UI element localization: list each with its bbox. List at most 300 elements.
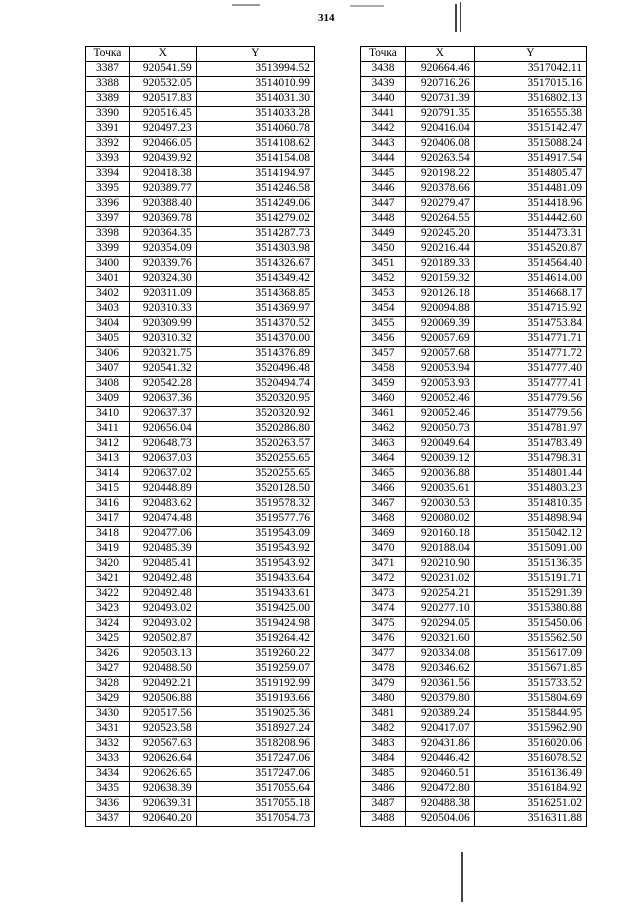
cell-y: 3520255.65: [196, 467, 314, 482]
cell-point: 3447: [361, 197, 406, 212]
cell-y: 3514771.72: [474, 347, 586, 362]
cell-point: 3478: [361, 662, 406, 677]
cell-x: 920506.88: [129, 692, 196, 707]
cell-x: 920492.48: [129, 572, 196, 587]
cell-x: 920354.09: [129, 242, 196, 257]
cell-point: 3431: [86, 722, 130, 737]
cell-x: 920503.13: [129, 647, 196, 662]
cell-point: 3423: [86, 602, 130, 617]
cell-point: 3390: [86, 107, 130, 122]
table-row: [86, 317, 315, 332]
table-header-row: [86, 47, 315, 62]
cell-x: 920638.39: [129, 782, 196, 797]
cell-x: 920731.39: [405, 92, 474, 107]
cell-point: 3414: [86, 467, 130, 482]
cell-x: 920639.31: [129, 797, 196, 812]
cell-point: 3486: [361, 782, 406, 797]
cell-point: 3466: [361, 482, 406, 497]
cell-y: 3514917.54: [474, 152, 586, 167]
cell-point: 3451: [361, 257, 406, 272]
cell-point: 3458: [361, 362, 406, 377]
table-row: [361, 587, 587, 602]
scan-mark: [461, 852, 463, 902]
scan-mark: [350, 5, 384, 7]
cell-y: 3514349.42: [196, 272, 314, 287]
cell-x: 920532.05: [129, 77, 196, 92]
cell-point: 3487: [361, 797, 406, 812]
cell-point: 3467: [361, 497, 406, 512]
cell-y: 3514783.49: [474, 437, 586, 452]
table-row: [361, 632, 587, 647]
table-row: [86, 272, 315, 287]
cell-point: 3388: [86, 77, 130, 92]
table-row: [361, 332, 587, 347]
table-row: [361, 122, 587, 137]
cell-x: 920542.28: [129, 377, 196, 392]
cell-point: 3469: [361, 527, 406, 542]
cell-point: 3409: [86, 392, 130, 407]
cell-x: 920477.06: [129, 527, 196, 542]
cell-point: 3455: [361, 317, 406, 332]
header-x: X: [129, 47, 196, 62]
table-row: [86, 197, 315, 212]
cell-point: 3479: [361, 677, 406, 692]
coordinates-table-right: [360, 46, 587, 827]
cell-x: 920637.02: [129, 467, 196, 482]
cell-point: 3452: [361, 272, 406, 287]
cell-y: 3519543.09: [196, 527, 314, 542]
cell-point: 3408: [86, 377, 130, 392]
table-row: [86, 632, 315, 647]
cell-point: 3437: [86, 812, 130, 827]
cell-y: 3515844.95: [474, 707, 586, 722]
cell-point: 3483: [361, 737, 406, 752]
cell-point: 3468: [361, 512, 406, 527]
cell-x: 920277.10: [405, 602, 474, 617]
table-row: [86, 797, 315, 812]
table-row: [361, 647, 587, 662]
table-row: [361, 137, 587, 152]
table-row: [361, 602, 587, 617]
table-row: [361, 287, 587, 302]
cell-x: 920626.65: [129, 767, 196, 782]
table-row: [86, 107, 315, 122]
cell-x: 920497.23: [129, 122, 196, 137]
table-row: [361, 782, 587, 797]
table-row: [86, 497, 315, 512]
table-row: [86, 737, 315, 752]
cell-x: 920036.88: [405, 467, 474, 482]
cell-y: 3516184.92: [474, 782, 586, 797]
cell-point: 3399: [86, 242, 130, 257]
table-row: [86, 287, 315, 302]
cell-point: 3395: [86, 182, 130, 197]
cell-x: 920334.08: [405, 647, 474, 662]
cell-point: 3460: [361, 392, 406, 407]
cell-x: 920210.90: [405, 557, 474, 572]
cell-x: 920069.39: [405, 317, 474, 332]
cell-y: 3520494.74: [196, 377, 314, 392]
table-row: [86, 647, 315, 662]
table-row: [361, 227, 587, 242]
cell-point: 3464: [361, 452, 406, 467]
table-row: [361, 557, 587, 572]
cell-point: 3415: [86, 482, 130, 497]
table-row: [86, 812, 315, 827]
table-row: [361, 617, 587, 632]
cell-y: 3514777.41: [474, 377, 586, 392]
cell-x: 920516.45: [129, 107, 196, 122]
table-row: [361, 422, 587, 437]
header-point: Точка: [86, 47, 130, 62]
cell-point: 3401: [86, 272, 130, 287]
cell-point: 3484: [361, 752, 406, 767]
cell-y: 3516555.38: [474, 107, 586, 122]
cell-y: 3514246.58: [196, 182, 314, 197]
cell-x: 920057.68: [405, 347, 474, 362]
cell-y: 3514418.96: [474, 197, 586, 212]
cell-point: 3435: [86, 782, 130, 797]
table-row: [361, 662, 587, 677]
cell-y: 3515671.85: [474, 662, 586, 677]
cell-y: 3517054.73: [196, 812, 314, 827]
cell-x: 920052.46: [405, 392, 474, 407]
cell-y: 3519259.07: [196, 662, 314, 677]
cell-y: 3519264.42: [196, 632, 314, 647]
cell-x: 920160.18: [405, 527, 474, 542]
cell-x: 920418.38: [129, 167, 196, 182]
cell-y: 3515733.52: [474, 677, 586, 692]
cell-x: 920310.33: [129, 302, 196, 317]
cell-point: 3442: [361, 122, 406, 137]
cell-point: 3410: [86, 407, 130, 422]
table-row: [86, 227, 315, 242]
cell-x: 920030.53: [405, 497, 474, 512]
table-row: [361, 467, 587, 482]
cell-y: 3514520.87: [474, 242, 586, 257]
cell-y: 3520263.57: [196, 437, 314, 452]
cell-y: 3515136.35: [474, 557, 586, 572]
cell-y: 3519433.64: [196, 572, 314, 587]
cell-x: 920053.93: [405, 377, 474, 392]
cell-point: 3450: [361, 242, 406, 257]
table-row: [361, 497, 587, 512]
cell-y: 3514154.08: [196, 152, 314, 167]
cell-y: 3519577.76: [196, 512, 314, 527]
cell-x: 920279.47: [405, 197, 474, 212]
cell-y: 3516078.52: [474, 752, 586, 767]
cell-y: 3514801.44: [474, 467, 586, 482]
cell-point: 3454: [361, 302, 406, 317]
cell-x: 920488.38: [405, 797, 474, 812]
cell-point: 3420: [86, 557, 130, 572]
cell-x: 920541.32: [129, 362, 196, 377]
table-row: [361, 152, 587, 167]
cell-x: 920446.42: [405, 752, 474, 767]
table-row: [86, 452, 315, 467]
cell-y: 3514194.97: [196, 167, 314, 182]
cell-y: 3520496.48: [196, 362, 314, 377]
cell-x: 920339.76: [129, 257, 196, 272]
cell-x: 920472.80: [405, 782, 474, 797]
cell-x: 920053.94: [405, 362, 474, 377]
cell-y: 3516311.88: [474, 812, 586, 827]
cell-x: 920052.46: [405, 407, 474, 422]
cell-y: 3519425.00: [196, 602, 314, 617]
cell-point: 3472: [361, 572, 406, 587]
cell-point: 3413: [86, 452, 130, 467]
table-row: [86, 527, 315, 542]
cell-point: 3475: [361, 617, 406, 632]
cell-point: 3480: [361, 692, 406, 707]
cell-y: 3514060.78: [196, 122, 314, 137]
table-row: [361, 752, 587, 767]
table-row: [361, 362, 587, 377]
cell-point: 3465: [361, 467, 406, 482]
cell-x: 920361.56: [405, 677, 474, 692]
table-row: [86, 122, 315, 137]
table-row: [361, 437, 587, 452]
cell-y: 3519424.98: [196, 617, 314, 632]
cell-point: 3417: [86, 512, 130, 527]
cell-x: 920035.61: [405, 482, 474, 497]
header-y: Y: [196, 47, 314, 62]
table-row: [361, 512, 587, 527]
table-row: [86, 152, 315, 167]
table-row: [86, 617, 315, 632]
cell-y: 3517247.06: [196, 752, 314, 767]
cell-x: 920493.02: [129, 617, 196, 632]
table-row: [86, 167, 315, 182]
cell-y: 3514326.67: [196, 257, 314, 272]
cell-point: 3457: [361, 347, 406, 362]
cell-y: 3514370.52: [196, 317, 314, 332]
cell-x: 920541.59: [129, 62, 196, 77]
table-row: [86, 467, 315, 482]
table-row: [86, 437, 315, 452]
table-row: [86, 62, 315, 77]
cell-x: 920379.80: [405, 692, 474, 707]
table-row: [86, 707, 315, 722]
cell-y: 3514715.92: [474, 302, 586, 317]
table-row: [86, 752, 315, 767]
table-row: [361, 482, 587, 497]
cell-point: 3456: [361, 332, 406, 347]
cell-x: 920637.03: [129, 452, 196, 467]
cell-y: 3517247.06: [196, 767, 314, 782]
cell-point: 3425: [86, 632, 130, 647]
cell-point: 3424: [86, 617, 130, 632]
table-row: [361, 212, 587, 227]
cell-point: 3476: [361, 632, 406, 647]
cell-y: 3514031.30: [196, 92, 314, 107]
cell-y: 3515291.39: [474, 587, 586, 602]
cell-y: 3514287.73: [196, 227, 314, 242]
cell-point: 3459: [361, 377, 406, 392]
cell-y: 3519578.32: [196, 497, 314, 512]
cell-point: 3387: [86, 62, 130, 77]
cell-point: 3404: [86, 317, 130, 332]
cell-x: 920716.26: [405, 77, 474, 92]
table-row: [86, 722, 315, 737]
cell-point: 3463: [361, 437, 406, 452]
cell-y: 3515804.69: [474, 692, 586, 707]
cell-x: 920324.30: [129, 272, 196, 287]
table-row: [86, 422, 315, 437]
table-row: [86, 572, 315, 587]
cell-y: 3520128.50: [196, 482, 314, 497]
cell-x: 920502.87: [129, 632, 196, 647]
cell-y: 3514614.00: [474, 272, 586, 287]
cell-point: 3488: [361, 812, 406, 827]
cell-y: 3515091.00: [474, 542, 586, 557]
cell-point: 3433: [86, 752, 130, 767]
cell-y: 3515562.50: [474, 632, 586, 647]
cell-y: 3515042.12: [474, 527, 586, 542]
table-row: [86, 212, 315, 227]
cell-y: 3515088.24: [474, 137, 586, 152]
cell-y: 3515142.47: [474, 122, 586, 137]
table-row: [86, 782, 315, 797]
cell-point: 3429: [86, 692, 130, 707]
cell-x: 920485.41: [129, 557, 196, 572]
cell-y: 3514108.62: [196, 137, 314, 152]
cell-y: 3519543.92: [196, 557, 314, 572]
table-row: [361, 677, 587, 692]
cell-x: 920448.89: [129, 482, 196, 497]
cell-point: 3441: [361, 107, 406, 122]
cell-y: 3516802.13: [474, 92, 586, 107]
table-row: [361, 527, 587, 542]
cell-x: 920648.73: [129, 437, 196, 452]
cell-y: 3517042.11: [474, 62, 586, 77]
cell-y: 3520320.95: [196, 392, 314, 407]
cell-x: 920294.05: [405, 617, 474, 632]
cell-y: 3514303.98: [196, 242, 314, 257]
coordinates-table-left: [85, 46, 315, 827]
cell-point: 3448: [361, 212, 406, 227]
table-row: [361, 722, 587, 737]
table-row: [86, 587, 315, 602]
cell-x: 920311.09: [129, 287, 196, 302]
cell-x: 920637.36: [129, 392, 196, 407]
table-row: [361, 302, 587, 317]
cell-x: 920388.40: [129, 197, 196, 212]
cell-y: 3514033.28: [196, 107, 314, 122]
cell-point: 3470: [361, 542, 406, 557]
cell-point: 3416: [86, 497, 130, 512]
table-row: [86, 662, 315, 677]
cell-x: 920309.99: [129, 317, 196, 332]
cell-point: 3434: [86, 767, 130, 782]
cell-y: 3514279.02: [196, 212, 314, 227]
cell-x: 920049.64: [405, 437, 474, 452]
cell-y: 3519543.92: [196, 542, 314, 557]
cell-y: 3515450.06: [474, 617, 586, 632]
cell-point: 3411: [86, 422, 130, 437]
cell-x: 920254.21: [405, 587, 474, 602]
table-row: [361, 197, 587, 212]
cell-point: 3419: [86, 542, 130, 557]
cell-x: 920466.05: [129, 137, 196, 152]
cell-x: 920626.64: [129, 752, 196, 767]
cell-point: 3485: [361, 767, 406, 782]
cell-y: 3514779.56: [474, 392, 586, 407]
cell-point: 3392: [86, 137, 130, 152]
cell-point: 3439: [361, 77, 406, 92]
cell-point: 3445: [361, 167, 406, 182]
table-row: [86, 407, 315, 422]
cell-y: 3519433.61: [196, 587, 314, 602]
cell-x: 920656.04: [129, 422, 196, 437]
cell-y: 3516251.02: [474, 797, 586, 812]
cell-y: 3515617.09: [474, 647, 586, 662]
table-row: [361, 692, 587, 707]
cell-point: 3477: [361, 647, 406, 662]
cell-y: 3515962.90: [474, 722, 586, 737]
cell-y: 3514668.17: [474, 287, 586, 302]
header-point: Точка: [361, 47, 406, 62]
table-row: [86, 257, 315, 272]
table-row: [361, 542, 587, 557]
cell-y: 3514010.99: [196, 77, 314, 92]
table-row: [361, 707, 587, 722]
cell-point: 3438: [361, 62, 406, 77]
cell-y: 3519260.22: [196, 647, 314, 662]
cell-y: 3519025.36: [196, 707, 314, 722]
table-row: [86, 182, 315, 197]
cell-point: 3430: [86, 707, 130, 722]
cell-point: 3422: [86, 587, 130, 602]
table-row: [361, 452, 587, 467]
table-row: [86, 542, 315, 557]
cell-point: 3406: [86, 347, 130, 362]
cell-y: 3514898.94: [474, 512, 586, 527]
cell-x: 920094.88: [405, 302, 474, 317]
table-row: [86, 512, 315, 527]
cell-x: 920198.22: [405, 167, 474, 182]
cell-point: 3446: [361, 182, 406, 197]
cell-x: 920378.66: [405, 182, 474, 197]
cell-x: 920664.46: [405, 62, 474, 77]
cell-point: 3407: [86, 362, 130, 377]
table-row: [361, 797, 587, 812]
cell-point: 3393: [86, 152, 130, 167]
table-row: [361, 77, 587, 92]
cell-y: 3513994.52: [196, 62, 314, 77]
cell-x: 920640.20: [129, 812, 196, 827]
cell-point: 3481: [361, 707, 406, 722]
cell-y: 3514777.40: [474, 362, 586, 377]
scan-mark: [455, 4, 457, 32]
table-row: [361, 812, 587, 827]
table-row: [361, 572, 587, 587]
cell-x: 920431.86: [405, 737, 474, 752]
cell-x: 920791.35: [405, 107, 474, 122]
cell-x: 920492.48: [129, 587, 196, 602]
cell-x: 920159.32: [405, 272, 474, 287]
table-row: [361, 347, 587, 362]
cell-point: 3444: [361, 152, 406, 167]
table-row: [86, 347, 315, 362]
cell-y: 3514481.09: [474, 182, 586, 197]
cell-point: 3474: [361, 602, 406, 617]
table-row: [86, 557, 315, 572]
table-row: [86, 92, 315, 107]
cell-y: 3516136.49: [474, 767, 586, 782]
cell-y: 3514442.60: [474, 212, 586, 227]
cell-x: 920188.04: [405, 542, 474, 557]
